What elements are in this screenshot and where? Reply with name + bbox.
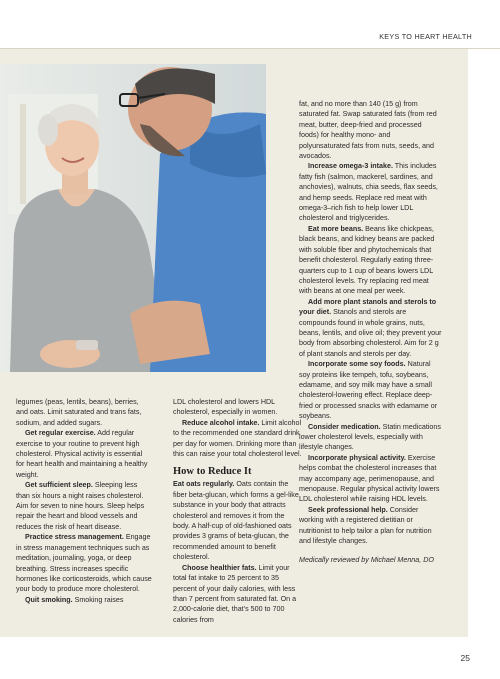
- tip-title: Increase omega-3 intake.: [308, 162, 393, 171]
- tip-title: Incorporate physical activity.: [308, 453, 406, 462]
- tip-body: Engage in stress management techniques such as meditation, journaling, yoga, or deep breathing. Stress increases specific hormones like corticosteroids, which cause your body to produce more cholesterol.: [16, 533, 152, 594]
- tip-title: Incorporate some soy foods.: [308, 360, 406, 369]
- tip-body: Sleeping less than six hours a night raises cholesterol. Aim for seven to nine hours. Sleep helps repair the heart and blood vessels and reduces the risk of heart disease.: [16, 481, 145, 531]
- page-number: 25: [460, 653, 470, 663]
- tip-title: Choose healthier fats.: [182, 563, 257, 572]
- tip-body: Add regular exercise to your routine to prevent high cholesterol. Physical activity is essential for heart health and maintaining a healthy weight.: [16, 429, 148, 479]
- tip-title: Quit smoking.: [25, 595, 73, 604]
- tip-body: Stanols and sterols are compounds found in whole grains, nuts, beans, lentils, and olive oil; they prevent your body from absorbing cholesterol. Aim for 2 g of plant stanols and sterols per day.: [299, 308, 442, 358]
- column-1-paragraph: legumes (peas, lentils, beans), berries, and oats. Limit saturated and trans fats, sodium, and added sugars.: [16, 398, 142, 427]
- tip-body: Smoking raises: [72, 595, 124, 604]
- tip-body: This includes fatty fish (salmon, mackerel, sardines, and anchovies), walnuts, chia seeds, flax seeds, and hemp seeds. Replace red meat with omega-3–rich fish to help lower LDL cholesterol and triglycerides.: [299, 162, 438, 223]
- tip-title: Eat more beans.: [308, 224, 364, 233]
- tip-quit-smoking: [16, 595, 152, 605]
- section-heading: How to Reduce It: [173, 466, 252, 478]
- tip-soy-foods: [299, 359, 443, 421]
- tip-title: Seek professional help.: [308, 505, 388, 514]
- tip-healthier-fats: [173, 563, 303, 625]
- tip-reduce-alcohol: [173, 418, 303, 460]
- tip-title: Add more plant stanols and sterols to your diet.: [299, 297, 437, 317]
- article-column-1: [16, 397, 152, 605]
- tip-sufficient-sleep: [16, 480, 152, 532]
- tip-title: Get regular exercise.: [25, 429, 96, 438]
- tip-eat-beans: [299, 224, 443, 297]
- tip-title: Eat oats regularly.: [173, 480, 235, 489]
- tip-title: Practice stress management.: [25, 533, 124, 542]
- tip-omega-3: [299, 161, 443, 223]
- tip-eat-oats: [173, 479, 303, 562]
- medical-review-credit: Medically reviewed by Michael Menna, DO: [299, 556, 434, 565]
- tip-physical-activity: [299, 453, 443, 505]
- tip-body: Beans like chickpeas, black beans, and kidney beans are packed with soluble fiber and phytochemicals that benefit cholesterol. Regularly eating three-quarters cup to 1 cup of beans lowers LDL cholesterol levels. Try replacing red meat with beans at one meal per week.: [299, 224, 435, 296]
- article-column-3: [299, 99, 443, 566]
- article-column-2: [173, 397, 303, 625]
- tip-professional-help: [299, 505, 443, 547]
- tip-regular-exercise: [16, 428, 152, 480]
- tip-body: Limit your total fat intake to 25 percent to 35 percent of your daily calories, with less than 7 percent from saturated fat. On a 2,000-calorie diet, that’s 500 to 700 calories from: [173, 563, 297, 624]
- tip-body: Natural soy proteins like tempeh, tofu, soybeans, edamame, and soy milk may have a small cholesterol-lowering effect. Replace deep-fried or processed snacks with edamame or soybeans.: [299, 360, 438, 421]
- column-3-paragraph: fat, and no more than 140 (15 g) from saturated fat. Swap saturated fats (from red meat, butter, deep-fried and processed foods) for healthy mono- and polyunsaturated fats from nuts, seeds, and avocados.: [299, 100, 437, 161]
- column-2-paragraph: LDL cholesterol and lowers HDL cholesterol, especially in women.: [173, 398, 278, 417]
- article-photo: [0, 64, 266, 372]
- tip-title: Consider medication.: [308, 422, 381, 431]
- tip-body: Consider working with a registered dietitian or nutritionist to help tailor a plan for nutrition and lifestyle changes.: [299, 505, 432, 546]
- tip-title: Get sufficient sleep.: [25, 481, 93, 490]
- tip-medication: [299, 422, 443, 453]
- tip-plant-stanols: [299, 297, 443, 359]
- tip-body: Exercise helps combat the cholesterol increases that may accompany age, perimenopause, and menopause. Regular physical activity lowers LDL cholesterol while raising HDL levels.: [299, 453, 440, 504]
- tip-body: Statin medications lower cholesterol levels, especially with lifestyle changes.: [299, 422, 441, 452]
- tip-body: Oats contain the fiber beta-glucan, which forms a gel-like substance in your body that attracts cholesterol and removes it from the body. A half-cup of old-fashioned oats provides 3 grams of beta-glucan, the recommended amount to benefit cholesterol.: [173, 480, 299, 562]
- tip-body: Limit alcohol to the recommended one standard drink per day for women. Drinking more than this can raise your total cholesterol level.: [173, 418, 302, 459]
- tip-title: Reduce alcohol intake.: [182, 418, 260, 427]
- section-header: KEYS TO HEART HEALTH: [379, 32, 472, 41]
- tip-stress-management: [16, 532, 152, 594]
